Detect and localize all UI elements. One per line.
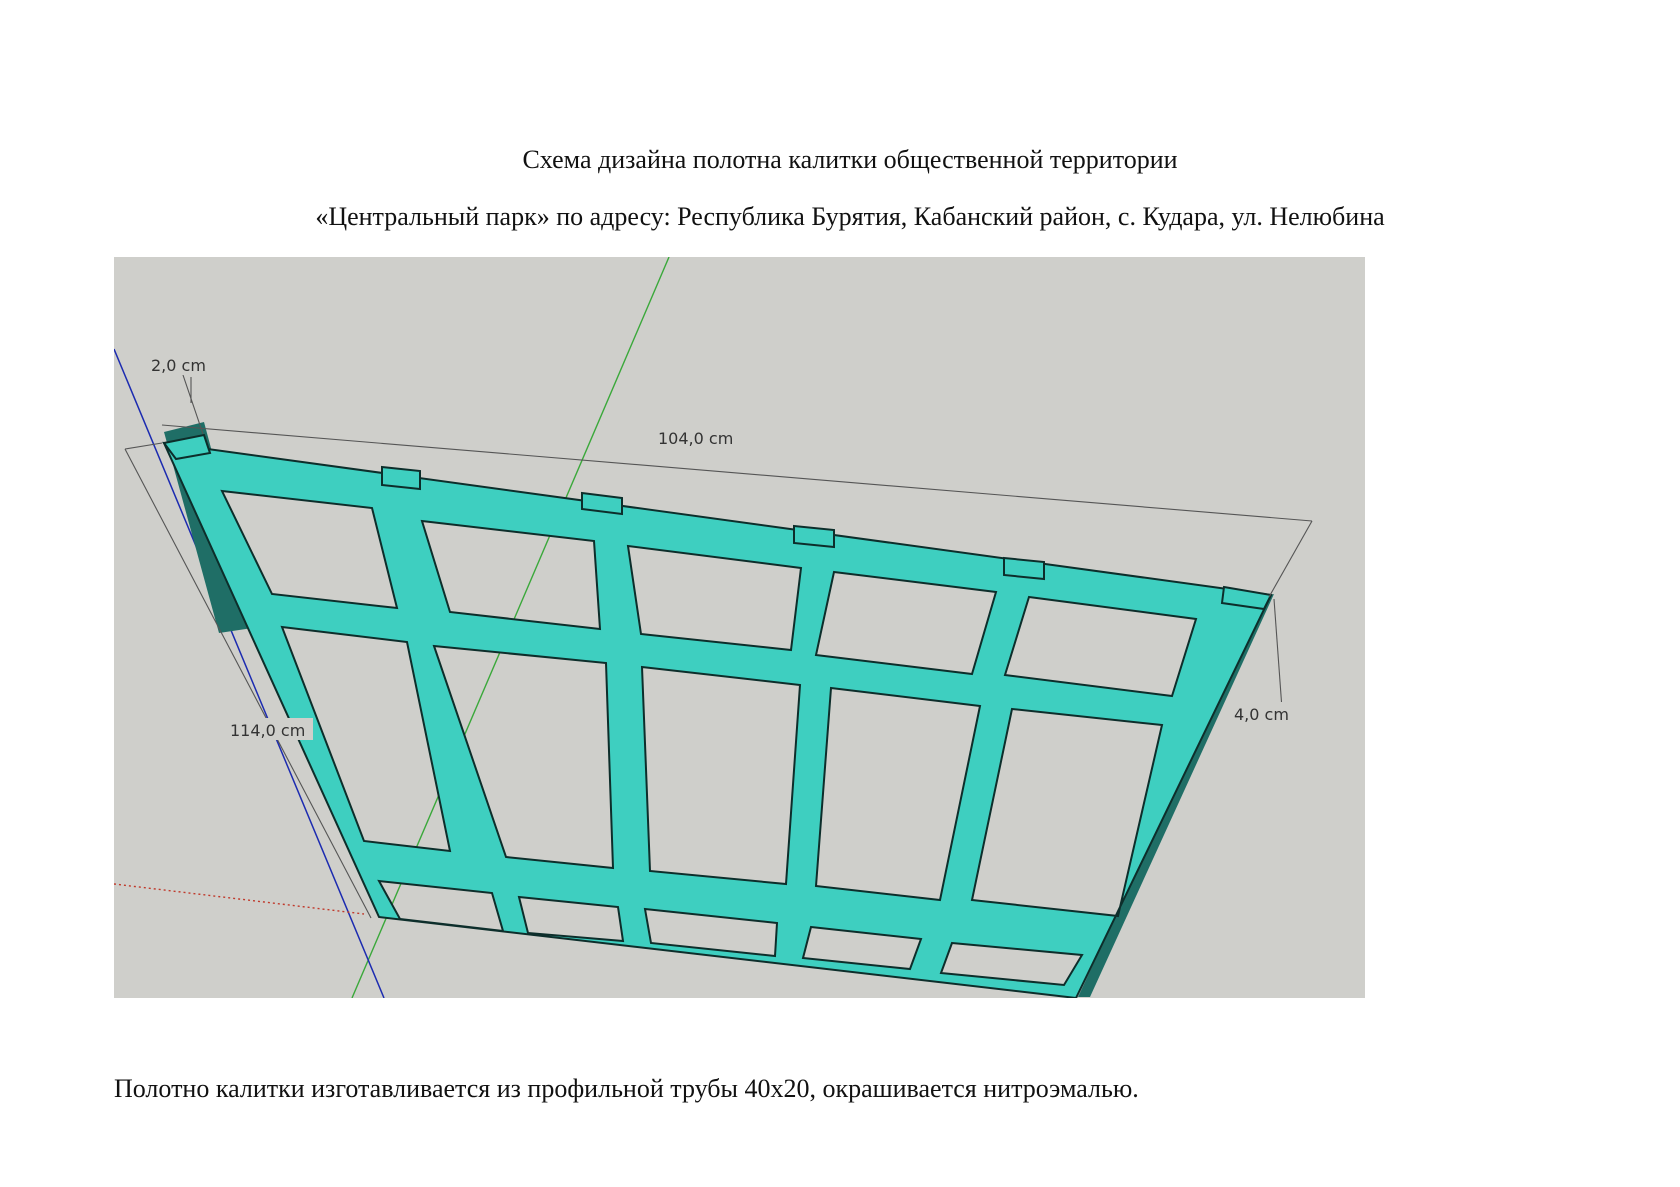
page-title-line-2: «Центральный парк» по адресу: Республика Бурятия, Кабанский район, с. Кудара, ул. Нелюбина [315, 202, 1385, 231]
gate-frame [164, 443, 1271, 998]
material-footnote: Полотно калитки изготавливается из профильной трубы 40х20, окрашивается нитроэмалью. [114, 1074, 1139, 1103]
gate-frame-drawing [114, 257, 1365, 998]
dim-profile-width: 2,0 cm [151, 356, 206, 375]
page-title-line-1: Схема дизайна полотна калитки общественной территории [522, 145, 1178, 174]
dim-profile-depth: 4,0 cm [1234, 705, 1289, 724]
dim-total-width: 104,0 cm [658, 429, 734, 448]
dim-total-height: 114,0 cm [230, 721, 306, 740]
gate-design-figure [114, 257, 1365, 998]
axis-red-dotted [114, 884, 364, 914]
